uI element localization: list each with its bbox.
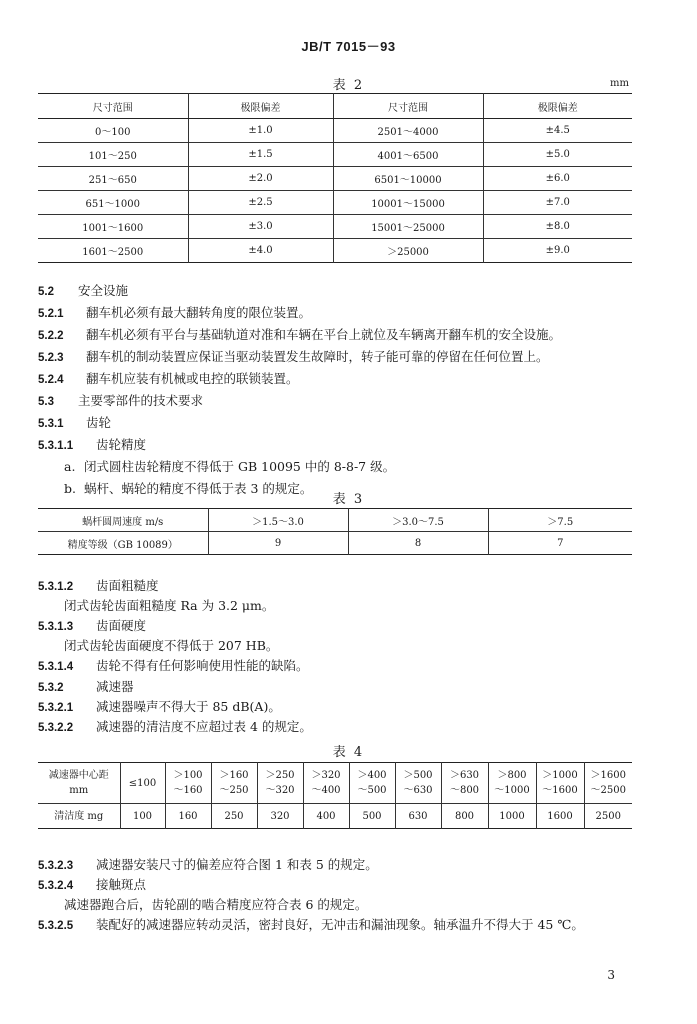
section-text: 翻车机应装有机械或电控的联锁装置。 — [86, 371, 299, 386]
range-lower: ＞400 — [357, 770, 387, 781]
section-number: 5.3.2.3 — [38, 860, 74, 872]
table-cell: 1601～2500 — [38, 239, 188, 263]
table-cell: ±7.0 — [483, 191, 632, 215]
table-row — [38, 119, 632, 143]
range-lower: ＞1000 — [542, 770, 578, 781]
section-number: 5.3.2.1 — [38, 702, 74, 714]
table-cell: ±9.0 — [545, 245, 570, 256]
table4-caption: 表 4 — [332, 745, 365, 760]
section-line — [38, 578, 159, 595]
section-text: 安全设施 — [78, 283, 129, 298]
table2-header-cell: 尺寸范围 — [38, 94, 188, 119]
section-number: 5.3.2.5 — [38, 920, 74, 932]
section-text: 装配好的减速器应转动灵活，密封良好，无冲击和漏油现象。轴承温升不得大于 45 ℃。 — [96, 917, 584, 932]
section-number: 5.2 — [38, 286, 54, 298]
range-lower: ＞160 — [219, 770, 249, 781]
section-text: 减速器跑合后，齿轮副的啮合精度应符合表 6 的规定。 — [64, 897, 368, 912]
range-lower: ＞500 — [403, 770, 433, 781]
table2-header-row — [38, 94, 632, 119]
table-cell — [349, 763, 395, 804]
section-number: 5.2.4 — [38, 374, 64, 386]
table-cell: ＞25000 — [333, 239, 483, 263]
list-item-text: 闭式圆柱齿轮精度不得低于 GB 10095 中的 8-8-7 级。 — [84, 459, 396, 474]
section-text: 齿面硬度 — [96, 618, 147, 633]
table-cell: 9 — [208, 532, 348, 555]
table-cell — [38, 763, 120, 804]
range-upper: ～400 — [311, 785, 341, 796]
table-row — [38, 167, 632, 191]
section-text: 翻车机必须有最大翻转角度的限位装置。 — [86, 305, 312, 320]
section-number: 5.3.2.2 — [38, 722, 74, 734]
table2-unit: mm — [610, 78, 629, 89]
table-row — [38, 191, 632, 215]
table-cell: ±3.0 — [188, 215, 333, 239]
table-cell — [303, 763, 349, 804]
section-line — [38, 857, 378, 874]
table-cell — [165, 763, 211, 804]
table-cell: ＞3.0～7.5 — [348, 509, 488, 532]
section-line — [64, 897, 367, 913]
range-upper: ～250 — [219, 785, 249, 796]
range-lower: ＞630 — [449, 770, 480, 781]
section-number: 5.3.2.4 — [38, 880, 74, 892]
section-number: 5.3.1.1 — [38, 440, 74, 452]
table-cell: 251～650 — [38, 167, 188, 191]
range-lower: ＞1600 — [590, 770, 626, 781]
table-cell: 800 — [441, 804, 488, 829]
table-cell — [441, 763, 488, 804]
section-number: 5.3.1.2 — [38, 581, 74, 593]
section-text: 齿面粗糙度 — [96, 578, 159, 593]
table-cell: ±4.0 — [188, 239, 333, 263]
section-line — [38, 327, 561, 344]
section-line — [38, 658, 309, 675]
table-cell — [536, 763, 584, 804]
section-number: 5.2.2 — [38, 330, 64, 342]
section-text: 闭式齿轮齿面硬度不得低于 207 HB。 — [64, 638, 279, 653]
section-line — [38, 305, 311, 322]
section-line — [64, 598, 274, 614]
range-lower: ＞320 — [311, 770, 341, 781]
table-row — [38, 239, 632, 263]
table-cell: 630 — [395, 804, 441, 829]
section-text: 接触斑点 — [96, 877, 147, 892]
table-cell: 4001～6500 — [333, 143, 483, 167]
section-line — [38, 917, 584, 934]
list-item — [64, 459, 395, 475]
table-3 — [38, 508, 632, 555]
list-item-label: a. — [64, 459, 76, 474]
table3-caption: 表 3 — [332, 492, 365, 507]
table-cell: ±1.5 — [188, 143, 333, 167]
table-cell: ±6.0 — [483, 167, 632, 191]
table-cell: 2501～4000 — [333, 119, 483, 143]
table-row — [38, 804, 632, 829]
table-cell — [488, 763, 536, 804]
range-lower: ＞250 — [265, 770, 295, 781]
range-upper: ～320 — [265, 785, 295, 796]
table-cell: 250 — [211, 804, 257, 829]
table-cell: 精度等级（GB 10089） — [38, 532, 208, 555]
table-cell: 400 — [303, 804, 349, 829]
table-cell: 101～250 — [38, 143, 188, 167]
table2-caption: 表 2 — [332, 78, 365, 93]
section-number: 5.3.1.4 — [38, 661, 74, 673]
table4-header-label: 减速器中心距 — [48, 770, 109, 781]
table-4 — [38, 762, 632, 829]
table-cell: 0～100 — [38, 119, 188, 143]
range-upper: ～1000 — [494, 785, 530, 796]
table-cell: 1000 — [488, 804, 536, 829]
table-cell: 10001～15000 — [333, 191, 483, 215]
table-cell — [257, 763, 303, 804]
table-cell: 651～1000 — [38, 191, 188, 215]
table-cell: ±2.5 — [188, 191, 333, 215]
section-number: 5.2.1 — [38, 308, 64, 320]
table-cell: ＞1.5～3.0 — [208, 509, 348, 532]
table-cell: 2500 — [595, 810, 621, 822]
list-item-label: b. — [64, 481, 76, 496]
section-number: 5.3 — [38, 396, 54, 408]
table2-header-cell: 极限偏差 — [188, 94, 333, 119]
table-cell — [211, 763, 257, 804]
section-text: 翻车机的制动装置应保证当驱动装置发生故障时，转子能可靠的停留在任何位置上。 — [86, 349, 549, 364]
table-row — [38, 143, 632, 167]
page-number: 3 — [607, 968, 615, 982]
section-line — [38, 679, 134, 696]
table-cell: 320 — [257, 804, 303, 829]
section-line — [38, 719, 312, 736]
table-row — [38, 532, 632, 555]
range-upper: ～800 — [449, 785, 480, 796]
range-lower: ＞100 — [173, 770, 203, 781]
document-header: JB/T 7015－93 — [301, 39, 396, 54]
table-cell: ±2.0 — [188, 167, 333, 191]
table-cell: ±4.5 — [483, 119, 632, 143]
table2-header-cell: 尺寸范围 — [333, 94, 483, 119]
section-text: 闭式齿轮齿面粗糙度 Ra 为 3.2 μm。 — [64, 598, 275, 613]
section-text: 主要零部件的技术要求 — [78, 393, 204, 408]
table-cell: ＞7.5 — [488, 509, 632, 532]
range-upper: ～1600 — [542, 785, 578, 796]
section-number: 5.3.1.3 — [38, 621, 74, 633]
section-line — [38, 437, 146, 454]
table-cell: ±1.0 — [188, 119, 333, 143]
section-number: 5.2.3 — [38, 352, 64, 364]
section-text: 减速器 — [96, 679, 134, 694]
section-number: 5.3.1 — [38, 418, 64, 430]
range-upper: ～2500 — [590, 785, 626, 796]
section-text: 齿轮不得有任何影响使用性能的缺陷。 — [96, 658, 309, 673]
range-upper: ～630 — [403, 785, 433, 796]
table-cell: 500 — [349, 804, 395, 829]
section-line — [38, 618, 146, 635]
section-line — [64, 638, 278, 654]
table-row — [38, 763, 632, 804]
table-cell: 15001～25000 — [333, 215, 483, 239]
section-text: 减速器的清洁度不应超过表 4 的规定。 — [96, 719, 312, 734]
table-cell: 100 — [120, 804, 165, 829]
section-line — [38, 415, 111, 432]
table-row — [38, 509, 632, 532]
table-cell: 蜗杆圆周速度 m/s — [38, 509, 208, 532]
table-cell: 6501～10000 — [333, 167, 483, 191]
range-lower: ≤100 — [128, 777, 157, 789]
table-cell: ±5.0 — [483, 143, 632, 167]
section-text: 减速器安装尺寸的偏差应符合图 1 和表 5 的规定。 — [96, 857, 378, 872]
table-2 — [38, 93, 632, 263]
section-line — [38, 349, 549, 366]
table2-header-cell: 极限偏差 — [483, 94, 632, 119]
table-cell: 160 — [165, 804, 211, 829]
list-item-text: 蜗杆、蜗轮的精度不得低于表 3 的规定。 — [84, 481, 313, 496]
table-row — [38, 215, 632, 239]
table-cell — [584, 763, 632, 804]
range-lower: ＞800 — [497, 770, 527, 781]
section-line — [38, 699, 281, 716]
table-cell — [395, 763, 441, 804]
section-number: 5.3.2 — [38, 682, 64, 694]
table-cell: 8 — [348, 532, 488, 555]
section-line — [38, 283, 128, 300]
table-cell: 清洁度 mg — [38, 804, 120, 829]
table-cell: 7 — [557, 537, 564, 549]
section-text: 翻车机必须有平台与基础轨道对准和车辆在平台上就位及车辆离开翻车机的安全设施。 — [86, 327, 562, 342]
section-text: 减速器噪声不得大于 85 dB(A)。 — [96, 699, 281, 714]
section-text: 齿轮精度 — [96, 437, 147, 452]
section-line — [38, 877, 146, 894]
table-cell: ±8.0 — [483, 215, 632, 239]
table4-header-unit: mm — [69, 785, 89, 796]
range-upper: ～160 — [173, 785, 203, 796]
table-cell — [120, 763, 165, 804]
section-text: 齿轮 — [86, 415, 112, 430]
table-cell: 1001～1600 — [38, 215, 188, 239]
section-line — [38, 371, 299, 388]
section-line — [38, 393, 203, 410]
table-cell: 1600 — [536, 804, 584, 829]
range-upper: ～500 — [357, 785, 387, 796]
